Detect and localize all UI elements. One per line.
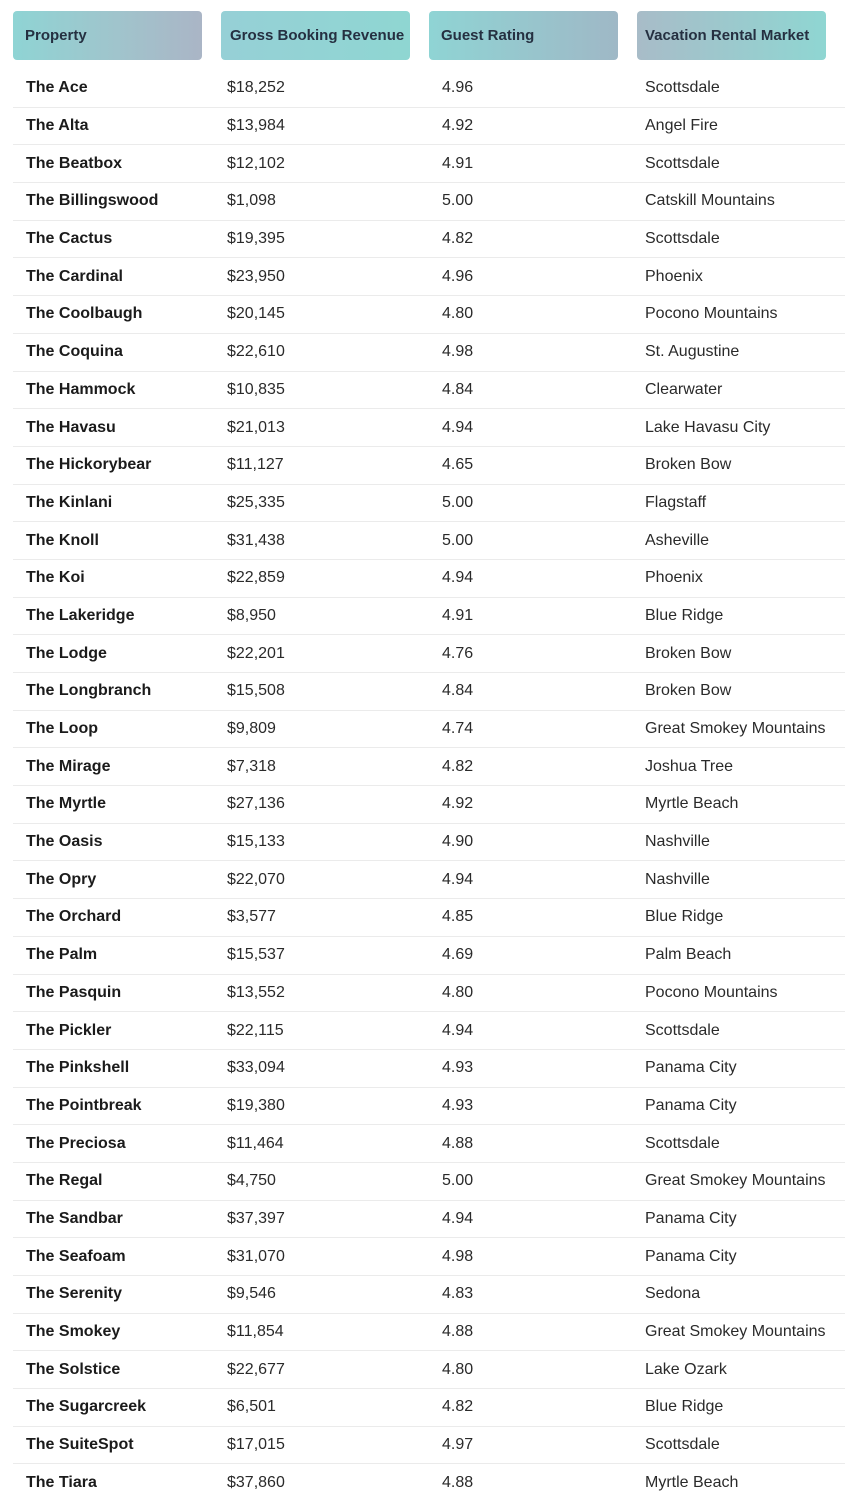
property-cell: The Alta	[26, 117, 89, 135]
revenue-cell: $23,950	[227, 267, 285, 285]
revenue-cell: $3,577	[227, 908, 276, 926]
market-cell: Phoenix	[645, 569, 703, 587]
property-cell: The Orchard	[26, 908, 122, 926]
market-cell: Broken Bow	[645, 456, 732, 474]
table-row	[13, 673, 845, 711]
property-cell: The Billingswood	[26, 192, 159, 210]
property-cell: The Serenity	[26, 1285, 123, 1303]
revenue-cell: $13,984	[227, 117, 285, 135]
property-cell: The Pinkshell	[26, 1059, 130, 1077]
market-cell: Broken Bow	[645, 682, 732, 700]
rating-cell: 4.88	[442, 1323, 474, 1341]
property-cell: The Regal	[26, 1172, 103, 1190]
property-cell: The Lodge	[26, 644, 107, 662]
rating-cell: 4.93	[442, 1096, 474, 1114]
revenue-cell: $37,860	[227, 1474, 285, 1492]
table-row	[13, 108, 845, 146]
property-cell: The Opry	[26, 870, 97, 888]
market-cell: Joshua Tree	[645, 757, 734, 775]
revenue-cell: $1,098	[227, 192, 276, 210]
market-cell: Flagstaff	[645, 493, 707, 511]
property-cell: The Loop	[26, 720, 98, 738]
property-cell: The Pasquin	[26, 983, 122, 1001]
market-cell: Scottsdale	[645, 1134, 720, 1152]
table-row	[13, 1163, 845, 1201]
market-cell: Lake Ozark	[645, 1360, 727, 1378]
market-cell: St. Augustine	[645, 343, 740, 361]
rating-cell: 4.69	[442, 946, 474, 964]
table-row	[13, 711, 845, 749]
column-header-gross-booking-revenue[interactable]: Gross Booking Revenue	[221, 11, 410, 60]
property-cell: The Lakeridge	[26, 606, 135, 624]
market-cell: Great Smokey Mountains	[645, 1323, 826, 1341]
property-cell: The Coquina	[26, 343, 123, 361]
table-row	[13, 635, 845, 673]
market-cell: Myrtle Beach	[645, 795, 739, 813]
table-row	[13, 1464, 845, 1502]
market-cell: Myrtle Beach	[645, 1474, 739, 1492]
table-row	[13, 824, 845, 862]
table-row	[13, 522, 845, 560]
property-cell: The Cardinal	[26, 267, 123, 285]
revenue-cell: $6,501	[227, 1398, 276, 1416]
property-cell: The Oasis	[26, 833, 103, 851]
market-cell: Blue Ridge	[645, 908, 724, 926]
rating-cell: 4.82	[442, 230, 474, 248]
rating-cell: 4.82	[442, 757, 474, 775]
rating-cell: 4.98	[442, 1247, 474, 1265]
market-cell: Scottsdale	[645, 1436, 720, 1454]
property-cell: The Sandbar	[26, 1209, 123, 1227]
property-cell: The Pickler	[26, 1021, 112, 1039]
table-row	[13, 258, 845, 296]
property-cell: The Pointbreak	[26, 1096, 142, 1114]
table-row	[13, 221, 845, 259]
revenue-cell: $19,380	[227, 1096, 285, 1114]
revenue-cell: $15,537	[227, 946, 285, 964]
revenue-cell: $22,610	[227, 343, 285, 361]
property-cell: The SuiteSpot	[26, 1436, 134, 1454]
market-cell: Asheville	[645, 531, 710, 549]
table-row	[13, 372, 845, 410]
table-row	[13, 899, 845, 937]
column-header-vacation-rental-market[interactable]: Vacation Rental Market	[637, 11, 826, 60]
property-cell: The Knoll	[26, 531, 99, 549]
table-row	[13, 334, 845, 372]
property-cell: The Smokey	[26, 1323, 121, 1341]
market-cell: Phoenix	[645, 267, 703, 285]
rating-cell: 4.92	[442, 795, 474, 813]
rating-cell: 4.88	[442, 1134, 474, 1152]
market-cell: Angel Fire	[645, 117, 718, 135]
property-cell: The Beatbox	[26, 154, 123, 172]
revenue-cell: $9,809	[227, 720, 276, 738]
revenue-cell: $22,859	[227, 569, 285, 587]
table-row	[13, 70, 845, 108]
table-row	[13, 1012, 845, 1050]
column-header-property[interactable]: Property	[13, 11, 202, 60]
revenue-cell: $18,252	[227, 79, 285, 97]
market-cell: Nashville	[645, 870, 710, 888]
revenue-cell: $22,070	[227, 870, 285, 888]
table-row	[13, 1389, 845, 1427]
rating-cell: 5.00	[442, 531, 474, 549]
rating-cell: 4.91	[442, 606, 474, 624]
table-row	[13, 1050, 845, 1088]
rating-cell: 4.65	[442, 456, 474, 474]
table-row	[13, 937, 845, 975]
revenue-cell: $12,102	[227, 154, 285, 172]
column-header-guest-rating[interactable]: Guest Rating	[429, 11, 618, 60]
market-cell: Pocono Mountains	[645, 305, 778, 323]
rating-cell: 4.98	[442, 343, 474, 361]
market-cell: Lake Havasu City	[645, 418, 771, 436]
table-header	[13, 11, 845, 61]
market-cell: Clearwater	[645, 380, 723, 398]
property-cell: The Solstice	[26, 1360, 121, 1378]
property-cell: The Cactus	[26, 230, 113, 248]
market-cell: Sedona	[645, 1285, 701, 1303]
property-cell: The Havasu	[26, 418, 116, 436]
rating-cell: 4.85	[442, 908, 474, 926]
property-cell: The Mirage	[26, 757, 111, 775]
rating-cell: 4.96	[442, 79, 474, 97]
rating-cell: 4.83	[442, 1285, 474, 1303]
rating-cell: 4.94	[442, 1209, 474, 1227]
revenue-cell: $8,950	[227, 606, 276, 624]
table-row	[13, 1201, 845, 1239]
revenue-cell: $10,835	[227, 380, 285, 398]
revenue-cell: $37,397	[227, 1209, 285, 1227]
property-cell: The Longbranch	[26, 682, 152, 700]
table-row	[13, 1314, 845, 1352]
market-cell: Panama City	[645, 1247, 737, 1265]
property-cell: The Kinlani	[26, 493, 113, 511]
market-cell: Great Smokey Mountains	[645, 720, 826, 738]
table-row	[13, 485, 845, 523]
table-row	[13, 296, 845, 334]
table-row	[13, 748, 845, 786]
revenue-cell: $33,094	[227, 1059, 285, 1077]
rating-cell: 4.84	[442, 380, 474, 398]
table-row	[13, 861, 845, 899]
rating-cell: 4.76	[442, 644, 474, 662]
revenue-cell: $11,854	[227, 1323, 284, 1341]
property-cell: The Myrtle	[26, 795, 107, 813]
revenue-cell: $22,115	[227, 1021, 284, 1039]
property-cell: The Tiara	[26, 1474, 97, 1492]
rating-cell: 4.97	[442, 1436, 474, 1454]
revenue-cell: $15,133	[227, 833, 285, 851]
property-cell: The Koi	[26, 569, 85, 587]
market-cell: Nashville	[645, 833, 710, 851]
rating-cell: 4.94	[442, 1021, 474, 1039]
revenue-cell: $11,127	[227, 456, 284, 474]
revenue-cell: $22,677	[227, 1360, 285, 1378]
revenue-cell: $17,015	[227, 1436, 285, 1454]
rating-cell: 4.91	[442, 154, 474, 172]
table-row	[13, 145, 845, 183]
property-cell: The Palm	[26, 946, 98, 964]
market-cell: Blue Ridge	[645, 606, 724, 624]
rating-cell: 5.00	[442, 192, 474, 210]
rating-cell: 4.94	[442, 870, 474, 888]
revenue-cell: $31,070	[227, 1247, 285, 1265]
rating-cell: 5.00	[442, 493, 474, 511]
revenue-cell: $15,508	[227, 682, 285, 700]
rating-cell: 5.00	[442, 1172, 474, 1190]
rating-cell: 4.74	[442, 720, 474, 738]
property-cell: The Hickorybear	[26, 456, 152, 474]
table-row	[13, 598, 845, 636]
property-cell: The Seafoam	[26, 1247, 126, 1265]
market-cell: Blue Ridge	[645, 1398, 724, 1416]
revenue-cell: $19,395	[227, 230, 285, 248]
table-row	[13, 1427, 845, 1465]
property-cell: The Sugarcreek	[26, 1398, 147, 1416]
revenue-cell: $31,438	[227, 531, 285, 549]
market-cell: Palm Beach	[645, 946, 732, 964]
revenue-cell: $13,552	[227, 983, 285, 1001]
revenue-cell: $27,136	[227, 795, 285, 813]
table-row	[13, 786, 845, 824]
property-cell: The Coolbaugh	[26, 305, 143, 323]
property-table	[13, 11, 845, 1492]
rating-cell: 4.94	[442, 569, 474, 587]
market-cell: Scottsdale	[645, 1021, 720, 1039]
property-cell: The Preciosa	[26, 1134, 126, 1152]
rating-cell: 4.80	[442, 983, 474, 1001]
market-cell: Scottsdale	[645, 230, 720, 248]
revenue-cell: $25,335	[227, 493, 285, 511]
revenue-cell: $21,013	[227, 418, 285, 436]
rating-cell: 4.94	[442, 418, 474, 436]
table-row	[13, 1351, 845, 1389]
rating-cell: 4.92	[442, 117, 474, 135]
table-row	[13, 183, 845, 221]
table-row	[13, 1276, 845, 1314]
revenue-cell: $4,750	[227, 1172, 276, 1190]
rating-cell: 4.82	[442, 1398, 474, 1416]
rating-cell: 4.84	[442, 682, 474, 700]
table-row	[13, 409, 845, 447]
revenue-cell: $20,145	[227, 305, 285, 323]
market-cell: Scottsdale	[645, 79, 720, 97]
market-cell: Broken Bow	[645, 644, 732, 662]
market-cell: Panama City	[645, 1209, 737, 1227]
revenue-cell: $11,464	[227, 1134, 284, 1152]
rating-cell: 4.80	[442, 1360, 474, 1378]
table-row	[13, 447, 845, 485]
property-cell: The Hammock	[26, 380, 136, 398]
table-row	[13, 1125, 845, 1163]
revenue-cell: $9,546	[227, 1285, 276, 1303]
table-row	[13, 1238, 845, 1276]
market-cell: Panama City	[645, 1059, 737, 1077]
table-row	[13, 1088, 845, 1126]
market-cell: Catskill Mountains	[645, 192, 775, 210]
market-cell: Great Smokey Mountains	[645, 1172, 826, 1190]
rating-cell: 4.80	[442, 305, 474, 323]
market-cell: Scottsdale	[645, 154, 720, 172]
rating-cell: 4.96	[442, 267, 474, 285]
table-row	[13, 975, 845, 1013]
property-cell: The Ace	[26, 79, 88, 97]
revenue-cell: $7,318	[227, 757, 276, 775]
rating-cell: 4.90	[442, 833, 474, 851]
market-cell: Panama City	[645, 1096, 737, 1114]
table-body	[13, 70, 845, 1502]
market-cell: Pocono Mountains	[645, 983, 778, 1001]
rating-cell: 4.93	[442, 1059, 474, 1077]
table-row	[13, 560, 845, 598]
revenue-cell: $22,201	[227, 644, 285, 662]
rating-cell: 4.88	[442, 1474, 474, 1492]
